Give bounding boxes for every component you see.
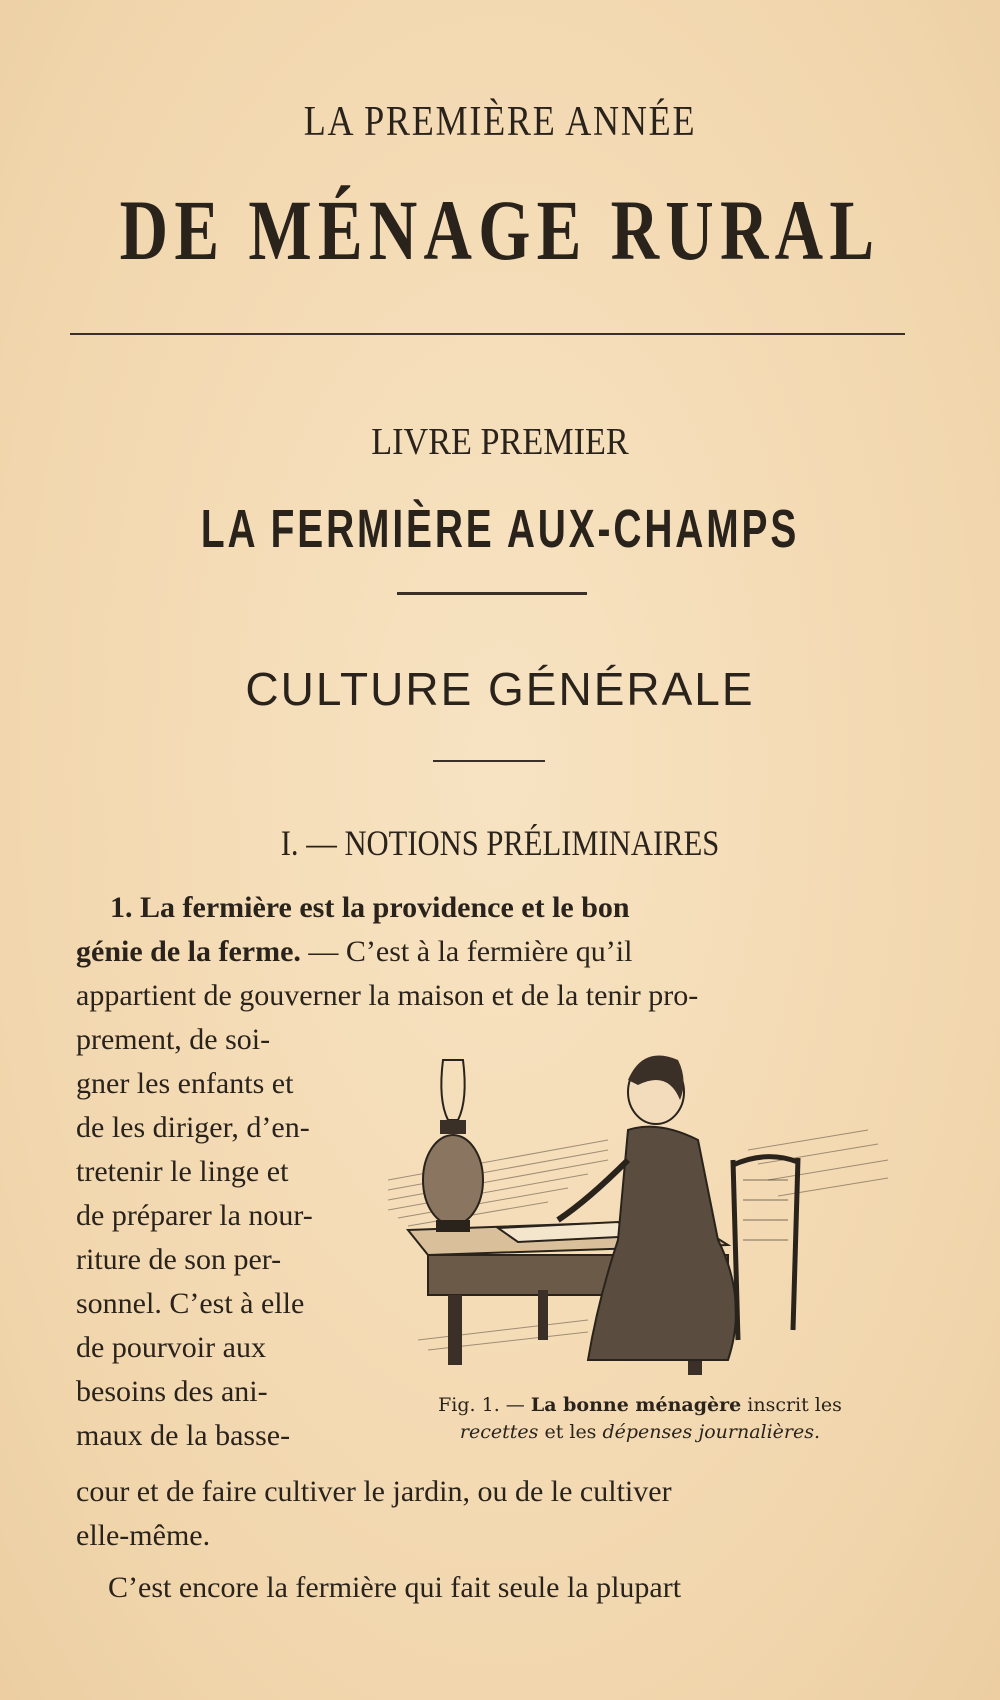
caption-italic-recettes: recettes [459, 1421, 539, 1443]
column-line: maux de la basse- [76, 1419, 291, 1452]
header-line1: LA PREMIÈRE ANNÉE [303, 99, 697, 145]
section-divider [433, 760, 545, 762]
paragraph1-after1: cour et de faire cultiver le jardin, ou de le cultiver [76, 1475, 672, 1508]
header-divider [70, 333, 905, 335]
column-line: de pourvoir aux [76, 1331, 266, 1364]
column-line: sonnel. C’est à elle [76, 1287, 305, 1320]
book-label: LIVRE PREMIER [371, 421, 629, 463]
book-divider [397, 592, 587, 595]
header-title: DE MÉNAGE RURAL [119, 182, 881, 278]
paragraph1-line2-rest: — C’est à la fermière qu’il [300, 935, 633, 968]
paragraph1-lead: 1. La fermière est la providence et le bon [110, 891, 630, 924]
column-line: de préparer la nour- [76, 1199, 313, 1232]
caption-line1 [380, 1392, 900, 1419]
caption-prefix: Fig. 1. — [438, 1394, 531, 1416]
caption-italic-depenses: dépenses journalières. [602, 1421, 821, 1443]
section-title: CULTURE GÉNÉRALE [245, 663, 755, 715]
paragraph1-line3: appartient de gouverner la maison et de la tenir pro- [76, 979, 699, 1012]
column-line: prement, de soi- [76, 1023, 271, 1056]
caption-mid: inscrit les [741, 1394, 842, 1416]
paragraph1-column [76, 1018, 366, 1458]
caption-and: et les [538, 1421, 603, 1443]
column-line: tretenir le linge et [76, 1155, 289, 1188]
paragraph1-after2: elle-même. [76, 1519, 211, 1552]
caption-line2 [380, 1419, 900, 1446]
figure-caption [380, 1392, 900, 1446]
paragraph1-line2 [76, 930, 632, 974]
column-line: de les diriger, d’en- [76, 1111, 310, 1144]
paragraph2-line1: C’est encore la fermière qui fait seule la plupart [108, 1571, 682, 1604]
chapter-title: I. — NOTIONS PRÉLIMINAIRES [280, 823, 720, 863]
woman-drawing [558, 1056, 736, 1361]
column-line: riture de son per- [76, 1243, 282, 1276]
caption-bold: La bonne ménagère [530, 1394, 742, 1416]
paragraph1-line2-bold: génie de la ferme. [76, 935, 301, 968]
chair-hatching [743, 1180, 788, 1240]
chair-drawing [733, 1157, 798, 1340]
column-line: gner les enfants et [76, 1067, 294, 1100]
oil-lamp-drawing [423, 1060, 483, 1232]
column-line: besoins des ani- [76, 1375, 268, 1408]
book-title: LA FERMIÈRE AUX-CHAMPS [200, 499, 800, 559]
figure-illustration [388, 1040, 908, 1380]
